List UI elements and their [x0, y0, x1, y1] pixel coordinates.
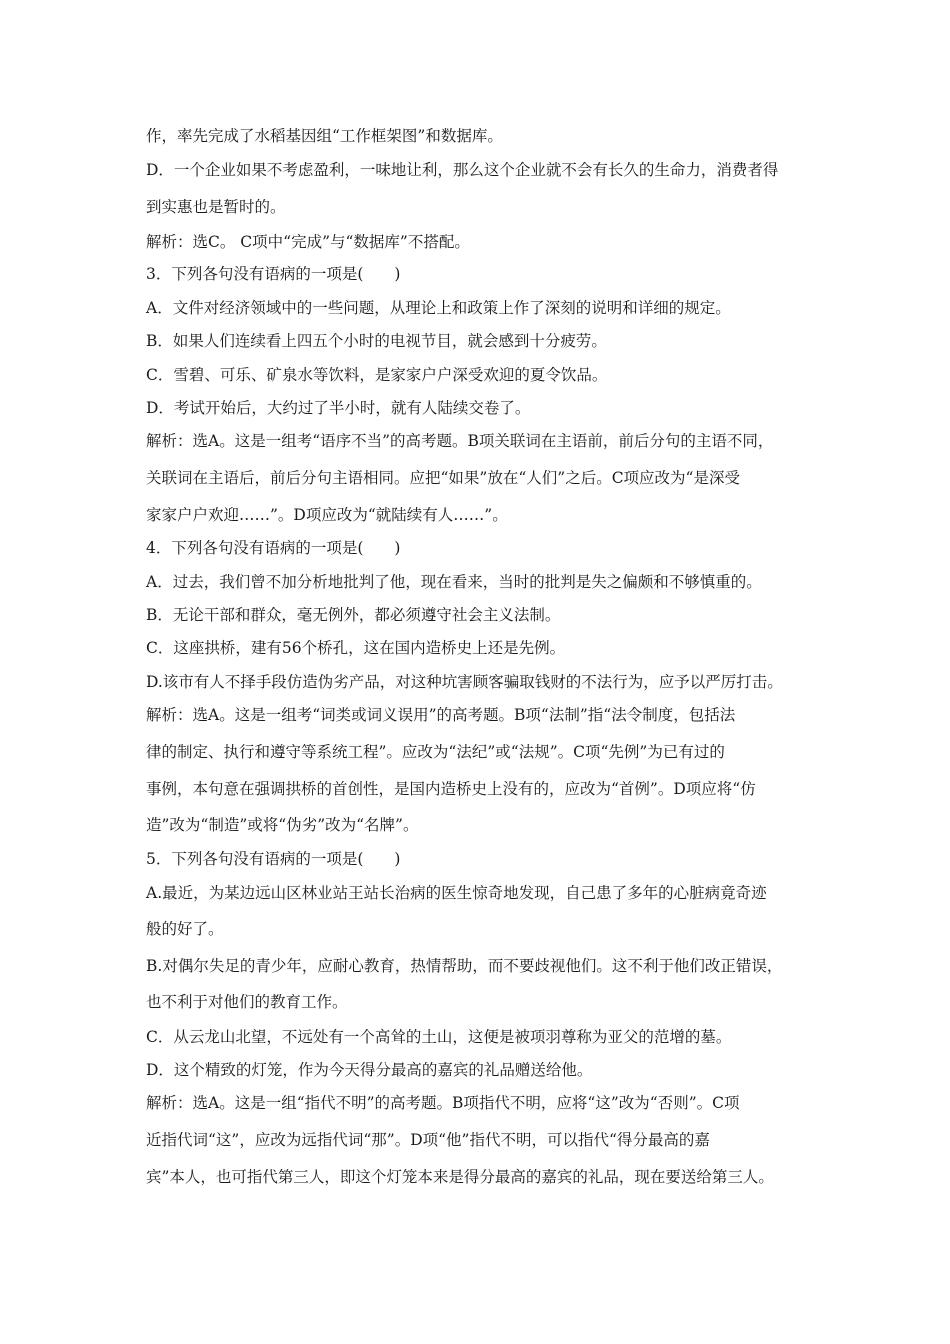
option-line: D．这个精致的灯笼，作为今天得分最高的嘉宾的礼品赠送给他。: [146, 1061, 593, 1079]
question-title: 4．下列各句没有语病的一项是( ): [146, 539, 401, 557]
option-line: A.最近，为某边远山区林业站王站长治病的医生惊奇地发现，自己患了多年的心脏病竟奇迹: [146, 884, 767, 902]
analysis-line: 家家户户欢迎……”。D项应改为“就陆续有人……”。: [146, 506, 508, 524]
text-line: 到实惠也是暂时的。: [146, 198, 286, 216]
analysis-line: 事例，本句意在强调拱桥的首创性，是国内造桥史上没有的，应改为“首例”。D项应将“仿: [146, 780, 756, 798]
question-title: 3．下列各句没有语病的一项是( ): [146, 265, 401, 283]
text-line: 解析：选C。 C项中“完成”与“数据库”不搭配。: [146, 233, 470, 251]
option-line: A．文件对经济领域中的一些问题，从理论上和政策上作了深刻的说明和详细的规定。: [146, 299, 731, 317]
option-line: B.对偶尔失足的青少年，应耐心教育，热情帮助，而不要歧视他们。这不利于他们改正错误，: [146, 957, 783, 975]
option-line: D．考试开始后，大约过了半小时，就有人陆续交卷了。: [146, 399, 531, 417]
analysis-line: 解析：选A。这是一组考“语序不当”的高考题。B项关联词在主语前，前后分句的主语不同，: [146, 432, 774, 450]
option-line: 也不利于对他们的教育工作。: [146, 993, 348, 1011]
text-line: D．一个企业如果不考虑盈利，一味地让利，那么这个企业就不会有长久的生命力，消费者得: [146, 161, 779, 179]
analysis-line: 近指代词“这”，应改为远指代词“那”。D项“他”指代不明，可以指代“得分最高的嘉: [146, 1131, 710, 1149]
question-title: 5．下列各句没有语病的一项是( ): [146, 850, 401, 868]
analysis-line: 宾”本人，也可指代第三人，即这个灯笼本来是得分最高的嘉宾的礼品，现在要送给第三人。: [146, 1168, 774, 1186]
text-line: 作，率先完成了水稻基因组“工作框架图”和数据库。: [146, 127, 503, 145]
analysis-line: 解析：选A。这是一组“指代不明”的高考题。B项指代不明，应将“这”改为“否则”。C项: [146, 1094, 740, 1112]
analysis-line: 律的制定、执行和遵守等系统工程”。应改为“法纪”或“法规”。C项“先例”为已有过的: [146, 743, 725, 761]
analysis-line: 关联词在主语后，前后分句主语相同。应把“如果”放在“人们”之后。C项应改为“是深受: [146, 469, 740, 487]
option-line: B．如果人们连续看上四五个小时的电视节目，就会感到十分疲劳。: [146, 332, 607, 350]
option-line: A．过去，我们曾不加分析地批判了他，现在看来，当时的批判是失之偏颇和不够慎重的。: [146, 573, 762, 591]
option-line: B．无论干部和群众，毫无例外，都必须遵守社会主义法制。: [146, 606, 561, 624]
analysis-line: 解析：选A。这是一组考“词类或词义误用”的高考题。B项“法制”指“法令制度，包括法: [146, 706, 736, 724]
option-line: C．从云龙山北望，不远处有一个高耸的土山，这便是被项羽尊称为亚父的范增的墓。: [146, 1028, 732, 1046]
option-line: C．这座拱桥，建有56个桥孔，这在国内造桥史上还是先例。: [146, 639, 566, 657]
option-line: C．雪碧、可乐、矿泉水等饮料，是家家户户深受欢迎的夏令饮品。: [146, 366, 608, 384]
analysis-line: 造”改为“制造”或将“伪劣”改为“名牌”。: [146, 816, 419, 834]
option-line: 般的好了。: [146, 920, 224, 938]
option-line: D.该市有人不择手段仿造伪劣产品，对这种坑害顾客骗取钱财的不法行为，应予以严厉打击。: [146, 673, 783, 691]
